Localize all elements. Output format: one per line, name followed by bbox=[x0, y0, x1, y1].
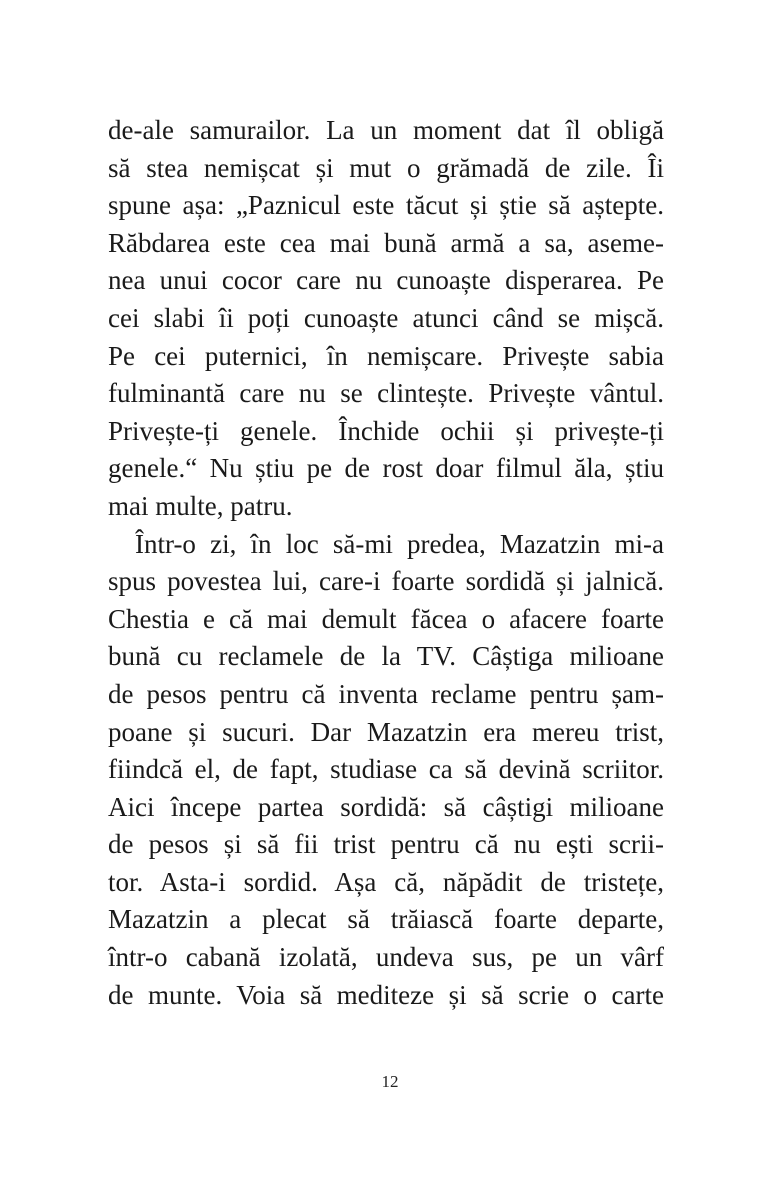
text-line: tor. Asta-i sordid. Așa că, năpădit de tristețe, bbox=[108, 866, 664, 897]
body-text bbox=[108, 112, 664, 1014]
text-line: de pesos și să fii trist pentru că nu ești scrii- bbox=[108, 829, 664, 860]
text-line: fulminantă care nu se clintește. Privește vântul. bbox=[108, 378, 664, 409]
text-line: Privește-ți genele. Închide ochii și privește-ți bbox=[108, 415, 664, 446]
text-line: genele.“ Nu știu pe de rost doar filmul ăla, știu bbox=[108, 453, 664, 484]
paragraph bbox=[108, 526, 664, 1015]
paragraph bbox=[108, 112, 664, 526]
text-line: Aici începe partea sordidă: să câștigi milioane bbox=[108, 791, 664, 822]
page-number: 12 bbox=[381, 1072, 399, 1091]
text-line: de-ale samurailor. La un moment dat îl obligă bbox=[108, 115, 664, 145]
text-line: spune așa: „Paznicul este tăcut și știe să aștepte. bbox=[108, 190, 664, 221]
text-line: Chestia e că mai demult făcea o afacere foarte bbox=[108, 603, 664, 634]
text-line: Răbdarea este cea mai bună armă a sa, aseme- bbox=[108, 227, 664, 258]
text-line: Pe cei puternici, în nemișcare. Privește sabia bbox=[108, 340, 664, 371]
text-line: de munte. Voia să mediteze și să scrie o carte bbox=[108, 979, 664, 1010]
text-line: spus povestea lui, care-i foarte sordidă și jalnică. bbox=[108, 566, 664, 597]
text-line: cei slabi îi poți cunoaște atunci când se mișcă. bbox=[108, 302, 664, 333]
text-line: într-o cabană izolată, undeva sus, pe un vârf bbox=[108, 942, 664, 973]
text-line: bună cu reclamele de la TV. Câștiga milioane bbox=[108, 641, 664, 672]
text-line: Mazatzin a plecat să trăiască foarte departe, bbox=[108, 904, 664, 935]
text-line: nea unui cocor care nu cunoaște disperarea. Pe bbox=[108, 265, 664, 296]
text-line: să stea nemișcat și mut o grămadă de zile. Îi bbox=[108, 152, 664, 183]
text-line: poane și sucuri. Dar Mazatzin era mereu trist, bbox=[108, 716, 664, 747]
text-line: de pesos pentru că inventa reclame pentru șam- bbox=[108, 678, 664, 709]
text-line: Într-o zi, în loc să-mi predea, Mazatzin mi-a bbox=[135, 528, 664, 559]
text-line: mai multe, patru. bbox=[108, 490, 293, 521]
text-line: fiindcă el, de fapt, studiase ca să devină scriitor. bbox=[108, 754, 664, 785]
